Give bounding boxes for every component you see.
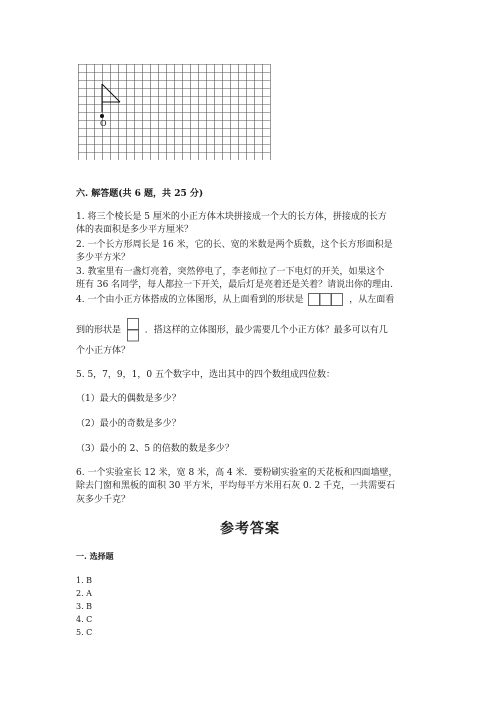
question-5-line-1: 5. 5，7，9，1，0 五个数字中，选出其中的四个数组成四位数：: [76, 370, 335, 380]
question-4-line-2: [76, 318, 388, 342]
question-4-text-a: 4. 一个由小正方体搭成的立体图形，从上面看到的形状是: [76, 295, 304, 305]
question-3-line-1: 3. 教室里有一盏灯亮着，突然停电了，李老师拉了一下电灯的开关，如果这个: [76, 267, 385, 277]
question-5-sub-3: （3）最小的 2、5 的倍数的数是多少？: [76, 444, 234, 454]
answer-item-1: 1. B: [76, 576, 93, 585]
question-6-line-1: 6. 一个实验室长 12 米，宽 8 米，高 4 米．要粉刷实验室的天花板和四面墙壁，: [76, 468, 398, 478]
question-4-text-d: ．搭这样的立体图形，最少需要几个小正方体？最多可以有几: [144, 325, 388, 336]
answer-item-4: 4. C: [76, 615, 93, 624]
answer-item-3: 3. B: [76, 602, 93, 611]
question-2-line-1: 2. 一个长方形周长是 16 米，它的长、宽的米数是两个质数，这个长方形面积是: [76, 240, 393, 250]
question-4-line-1: [76, 293, 394, 306]
top-view-three-squares: [308, 293, 344, 306]
figure-diagonal-segment: [102, 84, 120, 102]
question-1-line-2: 体的表面积是多少平方厘米？: [76, 225, 194, 235]
section-six-title: 六. 解答题(共 6 题，共 25 分): [76, 189, 204, 199]
question-5-sub-1: （1）最大的偶数是多少？: [76, 394, 181, 404]
question-4-text-c: 到的形状是: [76, 325, 122, 336]
answer-item-5: 5. C: [76, 628, 93, 637]
question-6-line-2: 除去门窗和黑板的面积 30 平方米，平均每平方米用石灰 0. 2 千克，一共需要石: [76, 481, 396, 491]
question-4-line-3: 个小正方体？: [76, 346, 131, 356]
answer-item-2: 2. A: [76, 589, 92, 598]
origin-label: O: [100, 119, 107, 128]
left-view-two-squares: [127, 318, 139, 342]
question-5-sub-2: （2）最小的奇数是多少？: [76, 419, 181, 429]
answers-title: 参考答案: [220, 521, 280, 537]
question-4-text-b: ，从左面看: [349, 295, 395, 305]
answers-section-one-title: 一. 选择题: [76, 551, 114, 561]
question-2-line-2: 多少平方米？: [76, 253, 131, 263]
question-6-line-3: 灰多少千克？: [76, 495, 131, 505]
question-3-line-2: 班有 36 名同学，每人都拉一下开关，最后灯是亮着还是关着？请说出你的理由.: [76, 280, 394, 290]
question-1-line-1: 1. 将三个棱长是 5 厘米的小正方体木块拼接成一个大的长方体，拼接成的长方: [76, 212, 387, 222]
coordinate-grid-figure: [78, 64, 272, 160]
